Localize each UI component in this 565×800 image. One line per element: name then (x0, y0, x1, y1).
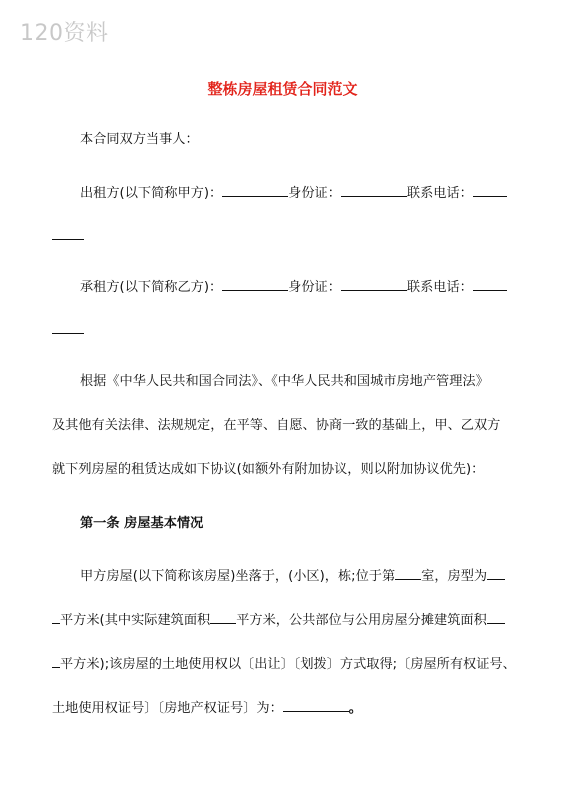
a1-l2-text-1: 平方米(其中实际建筑面积 (60, 613, 211, 628)
lessor-phone-continuation (52, 226, 84, 246)
shared-area-blank[interactable] (487, 610, 505, 624)
article1-line-1 (80, 566, 505, 586)
lessor-name-blank[interactable] (222, 183, 288, 197)
room-type-blank[interactable] (487, 566, 505, 580)
lessee-phone-blank-cont[interactable] (52, 320, 84, 334)
lessee-id-blank[interactable] (341, 277, 407, 291)
a1-l4-end: 。 (348, 701, 362, 716)
article1-heading-text: 第一条 房屋基本情况 (80, 516, 204, 531)
lessee-line (80, 277, 507, 297)
lessee-id-label: 身份证： (288, 280, 341, 295)
basis-text-3: 就下列房屋的租赁达成如下协议(如额外有附加协议，则以附加协议优先)： (52, 462, 485, 477)
lessor-phone-label: 联系电话： (406, 186, 473, 201)
watermark-text: 120资料 (20, 21, 109, 46)
article1-line-3 (52, 654, 516, 674)
parties-intro-text: 本合同双方当事人： (80, 132, 199, 147)
lessee-phone-label: 联系电话： (406, 280, 473, 295)
certificate-number-blank[interactable] (283, 698, 349, 712)
article1-line-2 (52, 610, 505, 630)
lessor-label: 出租方(以下简称甲方)： (80, 186, 223, 201)
basis-line-3 (52, 461, 484, 479)
lessor-phone-blank[interactable] (473, 183, 507, 197)
a1-l4-text-1: 土地使用权证号〕〔房地产权证号〕为： (52, 701, 283, 716)
actual-area-blank[interactable] (210, 610, 236, 624)
basis-text-2: 及其他有关法律、法规规定，在平等、自愿、协商一致的基础上，甲、乙双方 (52, 418, 501, 433)
lessor-id-blank[interactable] (341, 183, 407, 197)
basis-line-2 (52, 417, 500, 435)
lessor-id-label: 身份证： (288, 186, 341, 201)
floor-blank[interactable] (395, 566, 421, 580)
a1-l2-text-2: 平方米，公共部位与公用房屋分摊建筑面积 (236, 613, 487, 628)
lessee-phone-blank[interactable] (473, 277, 507, 291)
basis-text-1: 根据《中华人民共和国合同法》、《中华人民共和国城市房地产管理法》 (80, 374, 489, 389)
basis-line-1 (80, 373, 489, 391)
document-title: 整栋房屋租赁合同范文 (207, 80, 358, 98)
lessor-line (80, 183, 507, 203)
article1-line-4 (52, 698, 362, 718)
lessee-label: 承租方(以下简称乙方)： (80, 280, 223, 295)
a1-l1-text-1: 甲方房屋(以下简称该房屋)坐落于，(小区)，栋;位于第 (80, 569, 396, 584)
total-area-blank[interactable] (52, 610, 60, 624)
parties-intro (80, 131, 199, 149)
lessor-phone-blank-cont[interactable] (52, 226, 84, 240)
a1-l1-text-2: 室，房型为 (421, 569, 488, 584)
article1-heading (80, 515, 203, 533)
lessee-name-blank[interactable] (222, 277, 288, 291)
lessee-phone-continuation (52, 320, 84, 340)
shared-area-blank-cont[interactable] (52, 654, 60, 668)
a1-l3-text-1: 平方米);该房屋的土地使用权以〔出让〕〔划拨〕方式取得;〔房屋所有权证号、 (60, 657, 516, 672)
